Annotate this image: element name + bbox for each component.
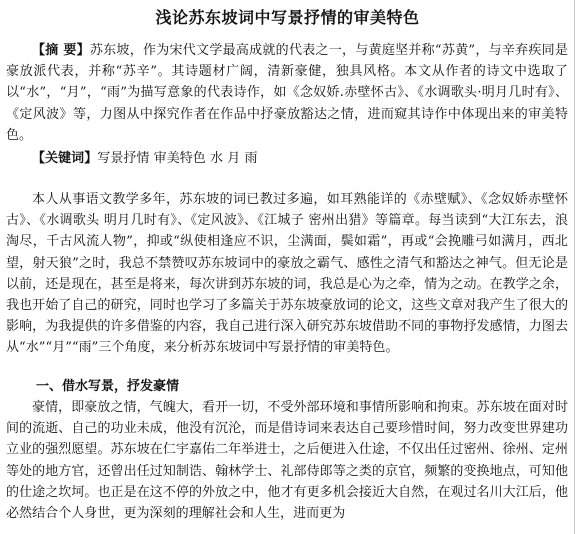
- abstract-text: 苏东坡，作为宋代文学最高成就的代表之一，与黄庭坚并称“苏黄”，与辛弃疾同是豪放派代表，并称“苏辛”。其诗题材广阔，清新豪健，独具风格。本文从作者的诗文中选取了以“水”，“月”，“雨”为描写意象的代表诗作，如《念奴娇.赤壁怀古》、《水调歌头·明月几时有》、《定风波》等，力图从中探究作者在作品中抒豪放豁达之情，进而窥其诗作中体现出来的审美特色。: [6, 43, 568, 143]
- section-heading-1: 一、借水写景，抒发豪情: [36, 379, 180, 394]
- body-paragraph-2: 豪情，即豪放之情，气魄大，看开一切，不受外部环境和事情所影响和拘束。苏东坡在面对时间的流逝、自己的功业未成，他没有沉沦，而是借诗词来表达自己要珍惜时间，努力改变世界建功立业的强烈愿望。苏东坡在仁宇嘉佑二年举进士，之后便进入仕途，不仅出任过密州、徐州、定州等处的地方官，还曾出任过知制诰、翰林学士、礼部侍郎等之类的京官，频繁的变换地点，可知他的仕途之坎坷。也正是在这不停的外放之中，他才有更多机会接近大自然，在观过名川大江后，他必然结合个人身世，更为深刻的理解社会和人生，进而更为: [6, 400, 568, 522]
- keywords-paragraph: [6, 148, 568, 170]
- body-paragraph-1: 本人从事语文教学多年，苏东坡的词已教过多遍，如耳熟能详的《赤壁赋》、《念奴娇赤壁怀古》、《水调歌头 明月几时有》、《定风波》、《江城子 密州出猎》等篇章。每当读到“大江东去，浪淘尽，千古风流人物”，抑或“纵使相逢应不识，尘满面，鬓如霜”，再或“会挽雕弓如满月，西北望，射天狼”之时，我总不禁赞叹苏东坡词中的豪放之霸气、感性之清气和豁达之神气。但无论是以前，还是现在，甚至是将来，每次讲到苏东坡的词，我总是心为之牵，情为之动。在教学之余，我也开始了自己的研究，同时也学习了多篇关于苏东坡豪放词的论文，这些文章对我产生了很大的影响，为我提供的许多借鉴的内容，我自己进行深入研究苏东坡借助不同的事物抒发感情，力图去从“水”“月”“雨”三个角度，来分析苏东坡词中写景抒情的审美特色。: [6, 192, 568, 356]
- abstract-paragraph: [6, 40, 568, 146]
- abstract-label: 【摘 要】: [32, 43, 90, 58]
- article-title: 浅论苏东坡词中写景抒情的审美特色: [155, 8, 420, 27]
- keywords-label: 【关键词】: [32, 151, 98, 166]
- keywords-text: 写景抒情 审美特色 水 月 雨: [97, 151, 258, 166]
